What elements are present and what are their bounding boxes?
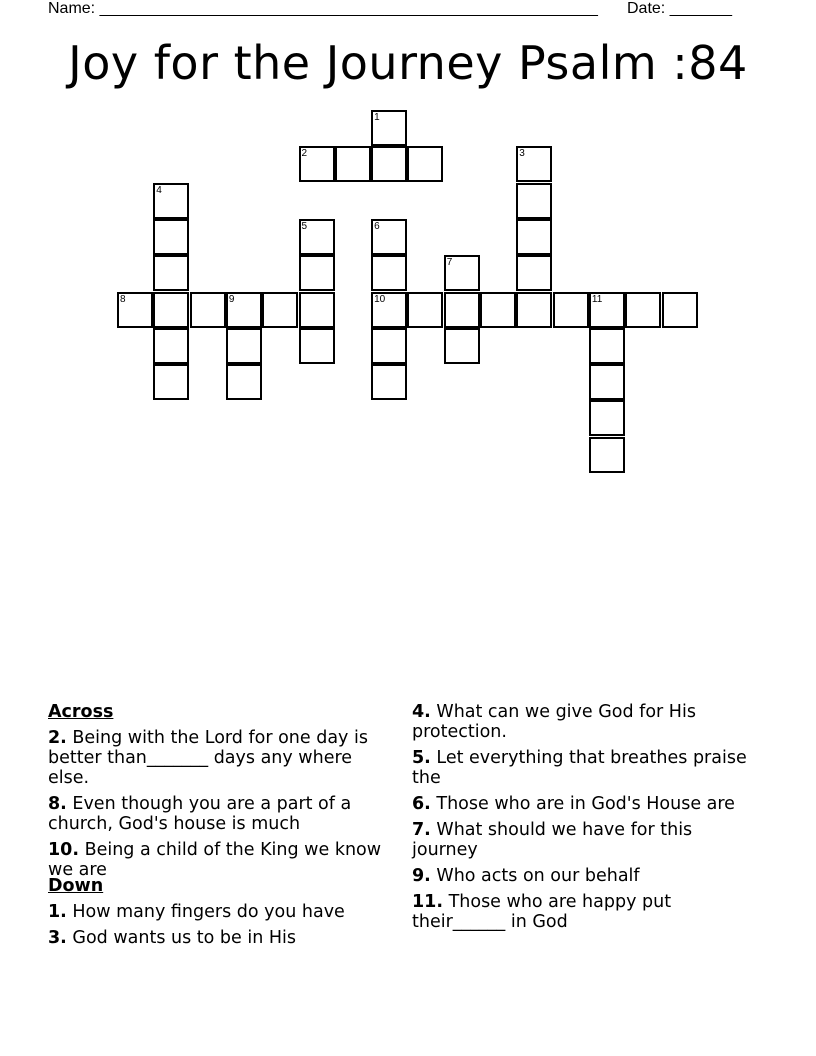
clue-text: Even though you are a part of a church, God's house is much [48,794,352,834]
clue-down-11 [412,892,752,932]
clue-text: Being with the Lord for one day is better than_______ days any where else. [48,728,368,788]
grid-cell [371,146,407,182]
grid-cell [516,255,552,291]
clue-down-5 [412,748,752,788]
grid-cell [516,183,552,219]
cell-number: 9 [228,293,235,305]
grid-cell [662,292,698,328]
grid-cell [444,292,480,328]
grid-cell [371,110,407,146]
clue-number: 8. [48,794,67,814]
clue-text: God wants us to be in His [66,928,296,948]
clue-number: 3. [48,928,67,948]
grid-cell [444,328,480,364]
clue-text: Who acts on our behalf [430,866,640,886]
cell-number: 5 [301,220,308,232]
grid-cell [299,255,335,291]
clue-number: 10. [48,840,80,860]
cell-number: 3 [519,148,525,160]
clue-number: 1. [48,902,67,922]
grid-cell [299,328,335,364]
grid-cell [480,292,516,328]
down-heading: Down [48,876,104,896]
cell-number: 6 [374,220,380,232]
clue-down-3 [48,928,388,948]
clue-text: Those who are in God's House are [430,794,735,814]
grid-cell [226,328,262,364]
grid-cell [299,292,335,328]
page-title: Joy for the Journey Psalm :84 [68,36,748,90]
grid-cell [516,146,552,182]
grid-cell [371,255,407,291]
clues-right-column [412,702,752,938]
clue-down-1 [48,902,388,922]
grid-cell [153,292,189,328]
clue-number: 6. [412,794,431,814]
grid-cell [226,364,262,400]
grid-cell [371,364,407,400]
grid-cell [299,146,335,182]
grid-cell [553,292,589,328]
grid-cell [117,292,153,328]
grid-cell [407,292,443,328]
grid-cell [589,364,625,400]
clue-text: How many fingers do you have [66,902,345,922]
clue-number: 5. [412,748,431,768]
grid-cell [589,437,625,473]
cell-number: 2 [301,148,308,160]
cell-number: 7 [446,257,453,269]
clue-number: 9. [412,866,431,886]
clue-down-7 [412,820,752,860]
clue-text: Let everything that breathes praise the [412,748,747,788]
clue-text: Being a child of the King we know we are [48,840,382,880]
clues-left-column [48,702,388,954]
grid-cell [153,364,189,400]
clue-down-4 [412,702,752,742]
clue-across-2 [48,728,388,788]
grid-cell [371,292,407,328]
clue-across-10 [48,840,388,880]
clue-number: 7. [412,820,431,840]
grid-cell [371,328,407,364]
grid-cell [516,219,552,255]
grid-cell [589,400,625,436]
grid-cell [407,146,443,182]
grid-cell [299,219,335,255]
clue-down-6 [412,794,752,814]
grid-cell [335,146,371,182]
grid-cell [516,292,552,328]
cell-number: 8 [120,293,126,305]
clue-number: 2. [48,728,67,748]
crossword-grid [0,0,816,520]
cell-number: 11 [591,293,603,305]
clue-number: 4. [412,702,431,722]
grid-cell [226,292,262,328]
grid-cell [153,183,189,219]
clue-text: What can we give God for His protection. [412,702,696,742]
grid-cell [444,255,480,291]
date-field-label: Date: _______ [627,0,732,17]
grid-cell [589,292,625,328]
across-heading: Across [48,702,114,722]
name-field-label: Name: ________________________________________________________ [48,0,598,17]
clue-down-9 [412,866,752,886]
grid-cell [153,255,189,291]
grid-cell [371,219,407,255]
grid-cell [262,292,298,328]
clue-number: 11. [412,892,444,912]
grid-cell [153,328,189,364]
cell-number: 10 [374,293,386,305]
clue-text: What should we have for this journey [412,820,693,860]
grid-cell [625,292,661,328]
clue-across-8 [48,794,388,834]
grid-cell [589,328,625,364]
cell-number: 4 [156,184,162,196]
grid-cell [153,219,189,255]
cell-number: 1 [374,112,380,123]
clue-text: Those who are happy put their______ in God [412,892,672,932]
grid-cell [190,292,226,328]
